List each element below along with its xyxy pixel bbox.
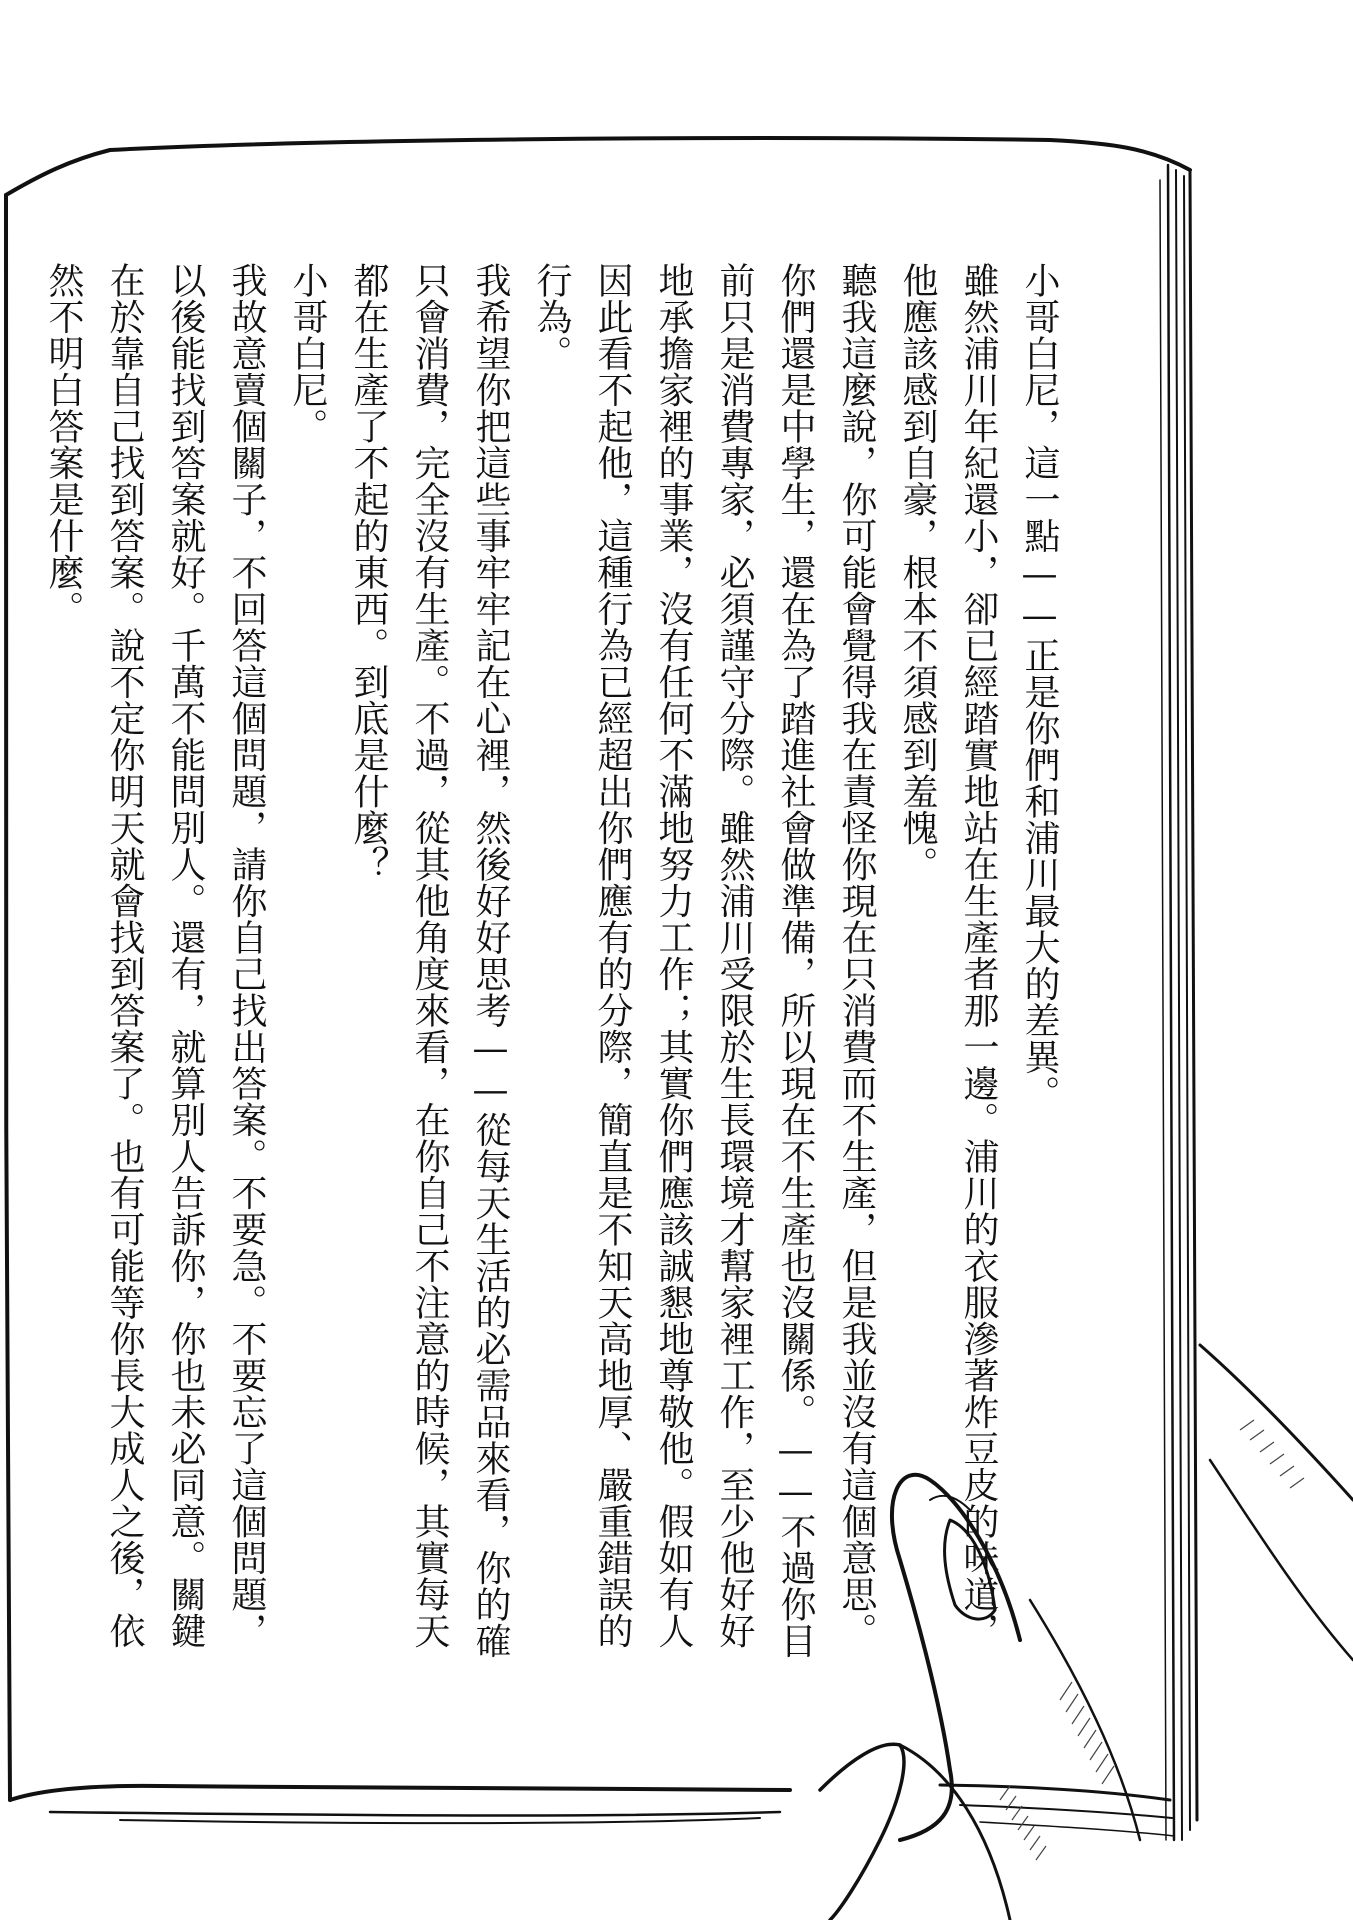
book-page-bottom-right-3	[980, 1822, 1174, 1836]
book-page-top-edge	[6, 138, 1190, 195]
book-page-block-bottom	[50, 1812, 780, 1815]
book-page-inner-edge	[1160, 180, 1166, 1840]
book-page-bottom-edge	[10, 1786, 790, 1800]
finger-lower-2	[900, 1745, 1010, 1920]
book-paragraph-5: 小哥白尼。	[287, 262, 328, 445]
book-page-right-edge-2	[1176, 170, 1182, 1840]
book-page-left-edge	[5, 195, 10, 1800]
book-paragraph-3: 聽我這麼說，你可能會覺得我在責怪你現在只消費而不生產，但是我並沒有這個意思。你們還是中學生，還在為了踏進社會做準備，所以現在不生產也沒關係。——不過你目前只是消費專家，必須謹守分際。雖然浦川受限於生長環境才幫家裡工作，至少他好好地承擔家裡的事業，沒有任何不滿地努力工作；其實你們應該誠懇地尊敬他。假如有人因此看不起他，這種行為已經超出你們應有的分際，簡直是不知天高地厚、嚴重錯誤的行為。	[531, 262, 877, 1659]
book-page-block-lower	[120, 1818, 760, 1823]
book-paragraph-1: 小哥白尼，這一點——正是你們和浦川最大的差異。	[1019, 262, 1060, 1112]
hand-palm-edge	[1210, 1460, 1353, 1660]
book-page-right-edge-4	[1190, 172, 1197, 1820]
finger-lower	[820, 1744, 904, 1920]
book-page-right-edge-3	[1184, 176, 1190, 1830]
book-text	[43, 262, 1070, 1682]
hand-wrist	[1200, 1345, 1353, 1500]
book-page-bottom-right	[940, 1785, 1170, 1800]
book-paragraph-6: 我故意賣個關子，不回答這個問題，請你自己找出答案。不要急。不要忘了這個問題，以後能找到答案就好。千萬不能問別人。還有，就算別人告訴你，你也未必同意。關鍵在於靠自己找到答案。說不定你明天就會找到答案了。也有可能等你長大成人之後，依然不明白答案是什麼。	[43, 262, 267, 1649]
book-page-right-edge-1	[1168, 165, 1174, 1840]
book-paragraph-2: 雖然浦川年紀還小，卻已經踏實地站在生產者那一邊。浦川的衣服滲著炸豆皮的味道，他應該感到自豪，根本不須感到羞愧。	[897, 262, 999, 1649]
book-paragraph-4: 我希望你把這些事牢牢記在心裡，然後好好思考——從每天生活的必需品來看，你的確只會消費，完全沒有生產。不過，從其他角度來看，在你自己不注意的時候，其實每天都在生產了不起的東西。到底是什麼？	[348, 262, 511, 1659]
book-page-bottom-right-2	[960, 1805, 1172, 1818]
